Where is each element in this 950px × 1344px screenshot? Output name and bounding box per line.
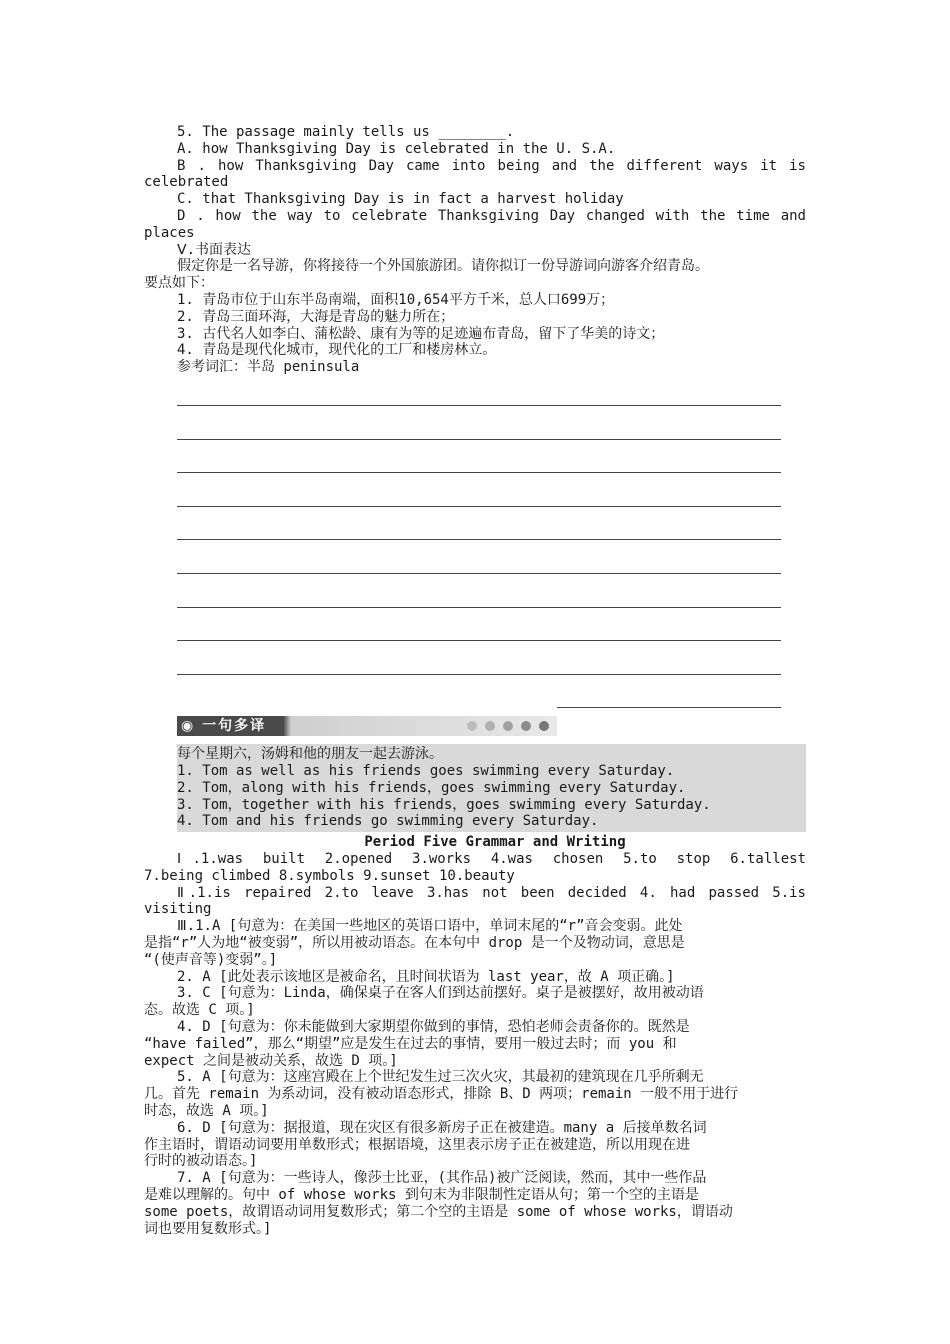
option-b: B . how Thanksgiving Day came into being and the different ways it is (177, 157, 806, 174)
blank-line[interactable] (177, 473, 781, 507)
writing-point: 3. 古代名人如李白、蒲松龄、康有为等的足迹遍布青岛，留下了华美的诗文； (177, 325, 665, 342)
dot-icon (503, 721, 513, 731)
answer-line: 几。首先 remain 为系动词，没有被动语态形式，排除 B、D 两项；remain 一般不用于进行 (144, 1086, 739, 1103)
answer-line: 2. A [此处表示该地区是被命名，且时间状语为 last year，故 A 项正确。] (177, 968, 675, 985)
translation-item: 3. Tom，together with his friends，goes swimming every Saturday. (177, 796, 711, 813)
answer-line: 行时的被动语态。] (144, 1153, 258, 1170)
answer-line: expect 之间是被动关系，故选 D 项。] (144, 1052, 398, 1069)
answer-line: 是指“r”人为地“被变弱”，所以用被动语态。在本句中 drop 是一个及物动词，意思是 (144, 935, 685, 952)
blank-line[interactable] (177, 507, 781, 541)
answer-line: Ⅲ.1.A [句意为：在美国一些地区的英语口语中，单词末尾的“r”音会变弱。此处 (177, 918, 683, 935)
section-title: Ⅴ.书面表达 (177, 241, 252, 258)
answer-line: 作主语时，谓语动词要用单数形式；根据语境，这里表示房子正在被建造，所以用现在进 (144, 1136, 690, 1153)
answer-line: 态。故选 C 项。] (144, 1002, 255, 1019)
answer-line: visiting (144, 901, 212, 918)
blank-line[interactable] (177, 574, 781, 608)
answer-line: 4. D [句意为：你未能做到大家期望你做到的事情，恐怕老师会责备你的。既然是 (177, 1019, 690, 1036)
writing-point: 2. 青岛三面环海，大海是青岛的魅力所在； (177, 308, 455, 325)
option-a: A. how Thanksgiving Day is celebrated in the U. S.A. (177, 140, 616, 157)
answer-line: “have failed”，那么“期望”应是发生在过去的事情，要用一般过去时；而 you 和 (144, 1035, 677, 1052)
translation-box (177, 744, 806, 832)
writing-intro: 假定你是一名导游，你将接待一个外国旅游团。请你拟订一份导游词向游客介绍青岛。 (177, 258, 709, 275)
answer-line: 时态，故选 A 项。] (144, 1103, 269, 1120)
answer-line: “(使声音等)变弱”。] (144, 951, 278, 968)
translation-item: 4. Tom and his friends go swimming every Saturday. (177, 813, 599, 830)
writing-point: 1. 青岛市位于山东半岛南端，面积10,654平方千米，总人口699万； (177, 291, 615, 308)
option-d-cont: places (144, 224, 195, 241)
section-banner (177, 716, 557, 736)
option-d: D . how the way to celebrate Thanksgiving Day changed with the time and (177, 207, 806, 224)
blank-line-short[interactable] (557, 675, 781, 709)
blank-line[interactable] (177, 540, 781, 574)
dot-icon (467, 721, 477, 731)
banner-label: ◉ 一句多译 (181, 718, 267, 735)
translation-source: 每个星期六，汤姆和他的朋友一起去游泳。 (177, 746, 443, 763)
option-c: C. that Thanksgiving Day is in fact a harvest holiday (177, 191, 624, 208)
question-stem: 5. The passage mainly tells us ________. (177, 124, 515, 140)
answer-line: some poets，故谓语动词用复数形式；第二个空的主语是 some of whose works，谓语动 (144, 1203, 733, 1220)
document-page (144, 124, 806, 1237)
writing-section (144, 242, 806, 376)
blank-line[interactable] (177, 440, 781, 474)
option-b-cont: celebrated (144, 174, 229, 191)
blank-line[interactable] (177, 406, 781, 440)
writing-point: 4. 青岛是现代化城市，现代化的工厂和楼房林立。 (177, 342, 497, 359)
dot-icon (539, 721, 549, 731)
dot-icon (485, 721, 495, 731)
answer-line: 7.being climbed 8.symbols 9.sunset 10.beauty (144, 867, 515, 884)
answer-line: 5. A [句意为：这座宫殿在上个世纪发生过三次火灾，其最初的建筑现在几乎所剩无 (177, 1069, 704, 1086)
banner-dots (467, 721, 549, 731)
dot-icon (521, 721, 531, 731)
answer-line: 是难以理解的。句中 of whose works 到句末为非限制性定语从句；第一个空的主语是 (144, 1187, 699, 1204)
blank-line[interactable] (177, 386, 781, 406)
blank-line[interactable] (177, 641, 781, 675)
answer-lines[interactable] (144, 386, 806, 708)
answer-line: 3. C [句意为：Linda，确保桌子在客人们到达前摆好。桌子是被摆好，故用被动语 (177, 985, 704, 1002)
blank-line[interactable] (177, 608, 781, 642)
translation-item: 1. Tom as well as his friends goes swimming every Saturday. (177, 763, 675, 780)
answer-line: 6. D [句意为：据报道，现在灾区有很多新房子正在被建造。many a 后接单数名词 (177, 1119, 707, 1136)
translation-item: 2. Tom，along with his friends，goes swimming every Saturday. (177, 779, 686, 796)
answer-key (144, 834, 806, 1237)
question-5 (144, 124, 806, 242)
answer-line: 7. A [句意为：一些诗人，像莎士比亚，(其作品)被广泛阅读，然而，其中一些作品 (177, 1170, 707, 1187)
vocab-hint: 参考词汇：半岛 peninsula (177, 359, 360, 376)
answer-line: Ⅰ.1.was built 2.opened 3.works 4.was chosen 5.to stop 6.tallest (177, 851, 806, 868)
answer-line: Ⅱ.1.is repaired 2.to leave 3.has not been decided 4. had passed 5.is (177, 884, 806, 901)
answer-heading: Period Five Grammar and Writing (364, 834, 626, 851)
writing-intro-cont: 要点如下： (144, 275, 214, 292)
answer-line: 词也要用复数形式。] (144, 1220, 272, 1237)
